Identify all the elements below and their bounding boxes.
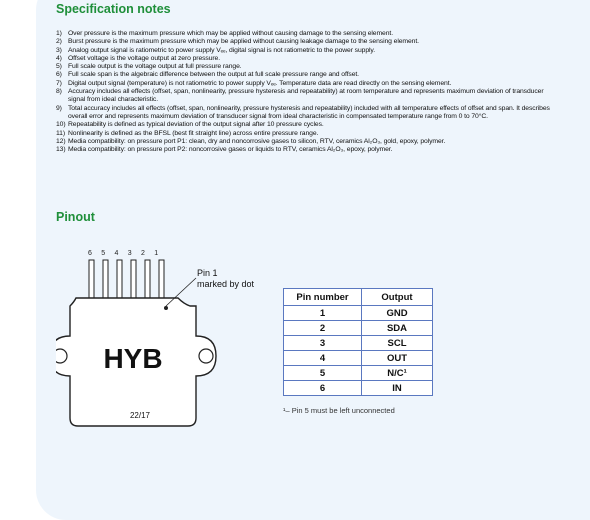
spec-note-number: 3): [56, 46, 62, 54]
spec-note-item: [56, 105, 556, 122]
pin1-label: Pin 1: [197, 268, 218, 278]
spec-note-text: Full scale span is the algebraic difference between the output at full scale pressure range and offset.: [68, 71, 359, 79]
table-header-pin-number: Pin number: [284, 289, 362, 306]
pin-1: [159, 260, 164, 298]
pin5-footnote: ¹– Pin 5 must be left unconnected: [283, 406, 395, 415]
spec-note-text: Over pressure is the maximum pressure which may be applied without causing damage to the sensing element.: [68, 30, 393, 37]
pinout-table: [283, 288, 433, 396]
table-row: [284, 366, 433, 381]
spec-note-number: 9): [56, 104, 62, 112]
sensor-pins: [89, 260, 164, 298]
pin1-dot: [164, 306, 168, 310]
pin-numbers-label: 6 5 4 3 2 1: [88, 250, 162, 257]
spec-note-number: 12): [56, 137, 66, 145]
spec-note-item: [56, 30, 556, 38]
spec-note-number: 4): [56, 54, 62, 62]
pin-output-cell: SDA: [362, 321, 433, 336]
spec-note-item: [56, 63, 556, 71]
pin-output-cell: OUT: [362, 351, 433, 366]
pin-4: [117, 260, 122, 298]
spec-note-text: Burst pressure is the maximum pressure which may be applied without causing leakage damage to the sensing element.: [68, 38, 419, 46]
spec-note-number: 1): [56, 30, 62, 37]
table-row: [284, 321, 433, 336]
spec-note-text: Accuracy includes all effects (offset, span, nonlinearity, pressure hysteresis and repeatability) at room temperature and represents maximum deviation of transducer signal from ideal characteristic.: [68, 88, 544, 104]
spec-note-text: Digital output signal (temperature) is not ratiometric to power supply Vₑₑ. Temperature data are read directly on the sensing element.: [68, 79, 452, 87]
pin-output-cell: IN: [362, 381, 433, 396]
spec-note-text: Nonlinearity is defined as the BFSL (best fit straight line) across entire pressure range.: [68, 129, 319, 137]
pin-number-cell: 3: [284, 336, 362, 351]
spec-note-text: Offset voltage is the voltage output at zero pressure.: [68, 54, 221, 62]
pin-number-cell: 1: [284, 306, 362, 321]
pin-output-cell: SCL: [362, 336, 433, 351]
pin-number-cell: 4: [284, 351, 362, 366]
spec-note-number: 5): [56, 63, 62, 71]
spec-note-item: [56, 121, 556, 129]
table-row: [284, 351, 433, 366]
table-row: [284, 381, 433, 396]
table-header-output: Output: [362, 289, 433, 306]
pin-2: [145, 260, 150, 298]
spec-note-item: [56, 138, 556, 146]
pin-3: [131, 260, 136, 298]
pin-output-cell: N/C¹: [362, 366, 433, 381]
spec-note-number: 13): [56, 146, 66, 154]
table-row: [284, 306, 433, 321]
sensor-package-diagram: [56, 244, 276, 444]
pin1-sub-label: marked by dot: [197, 279, 255, 289]
pin-number-cell: 6: [284, 381, 362, 396]
pinout-heading: Pinout: [56, 210, 95, 224]
pin-number-cell: 5: [284, 366, 362, 381]
pin-output-cell: GND: [362, 306, 433, 321]
date-code: 22/17: [129, 411, 151, 420]
mounting-hole-right: [199, 349, 213, 363]
pin-number-cell: 2: [284, 321, 362, 336]
spec-notes-heading: Specification notes: [56, 2, 171, 16]
table-row: [284, 336, 433, 351]
spec-note-text: Total accuracy includes all effects (offset, span, nonlinearity, pressure hysteresis and repeatability) included with all temperature effects of offset and span. It describes overall error and represents maximum deviation of transducer signal from ideal characteristic in compensated temperature range from 0 to 70°C.: [68, 104, 550, 120]
spec-note-number: 8): [56, 88, 62, 96]
spec-note-item: [56, 55, 556, 63]
spec-note-text: Analog output signal is ratiometric to power supply Vₑₑ, digital signal is not ratiometric to the power supply.: [68, 46, 376, 54]
spec-note-number: 7): [56, 79, 62, 87]
spec-note-item: [56, 80, 556, 88]
pin-6: [89, 260, 94, 298]
spec-note-item: [56, 71, 556, 79]
spec-note-item: [56, 47, 556, 55]
spec-note-number: 6): [56, 71, 62, 79]
spec-note-item: [56, 38, 556, 46]
spec-note-text: Repeatability is defined as typical deviation of the output signal after 10 pressure cycles.: [68, 121, 324, 129]
spec-note-text: Media compatibility: on pressure port P1: clean, dry and noncorrosive gases to silicon, RTV, ceramics Al₂O₃, gold, epoxy, polymer.: [68, 137, 446, 145]
spec-note-number: 11): [56, 129, 66, 137]
spec-note-item: [56, 130, 556, 138]
spec-note-text: Full scale output is the voltage output at full pressure range.: [68, 63, 242, 71]
spec-note-text: Media compatibility: on pressure port P2: noncorrosive gases or liquids to RTV, ceramics Al₂O₃, epoxy, polymer.: [68, 146, 393, 154]
spec-note-item: [56, 88, 556, 105]
pin-5: [103, 260, 108, 298]
spec-note-item: [56, 146, 556, 154]
hyb-logo: HYB: [103, 343, 163, 374]
spec-note-number: 10): [56, 121, 66, 129]
mounting-hole-left: [56, 349, 67, 363]
spec-notes-list: [56, 30, 556, 154]
spec-note-number: 2): [56, 38, 62, 46]
